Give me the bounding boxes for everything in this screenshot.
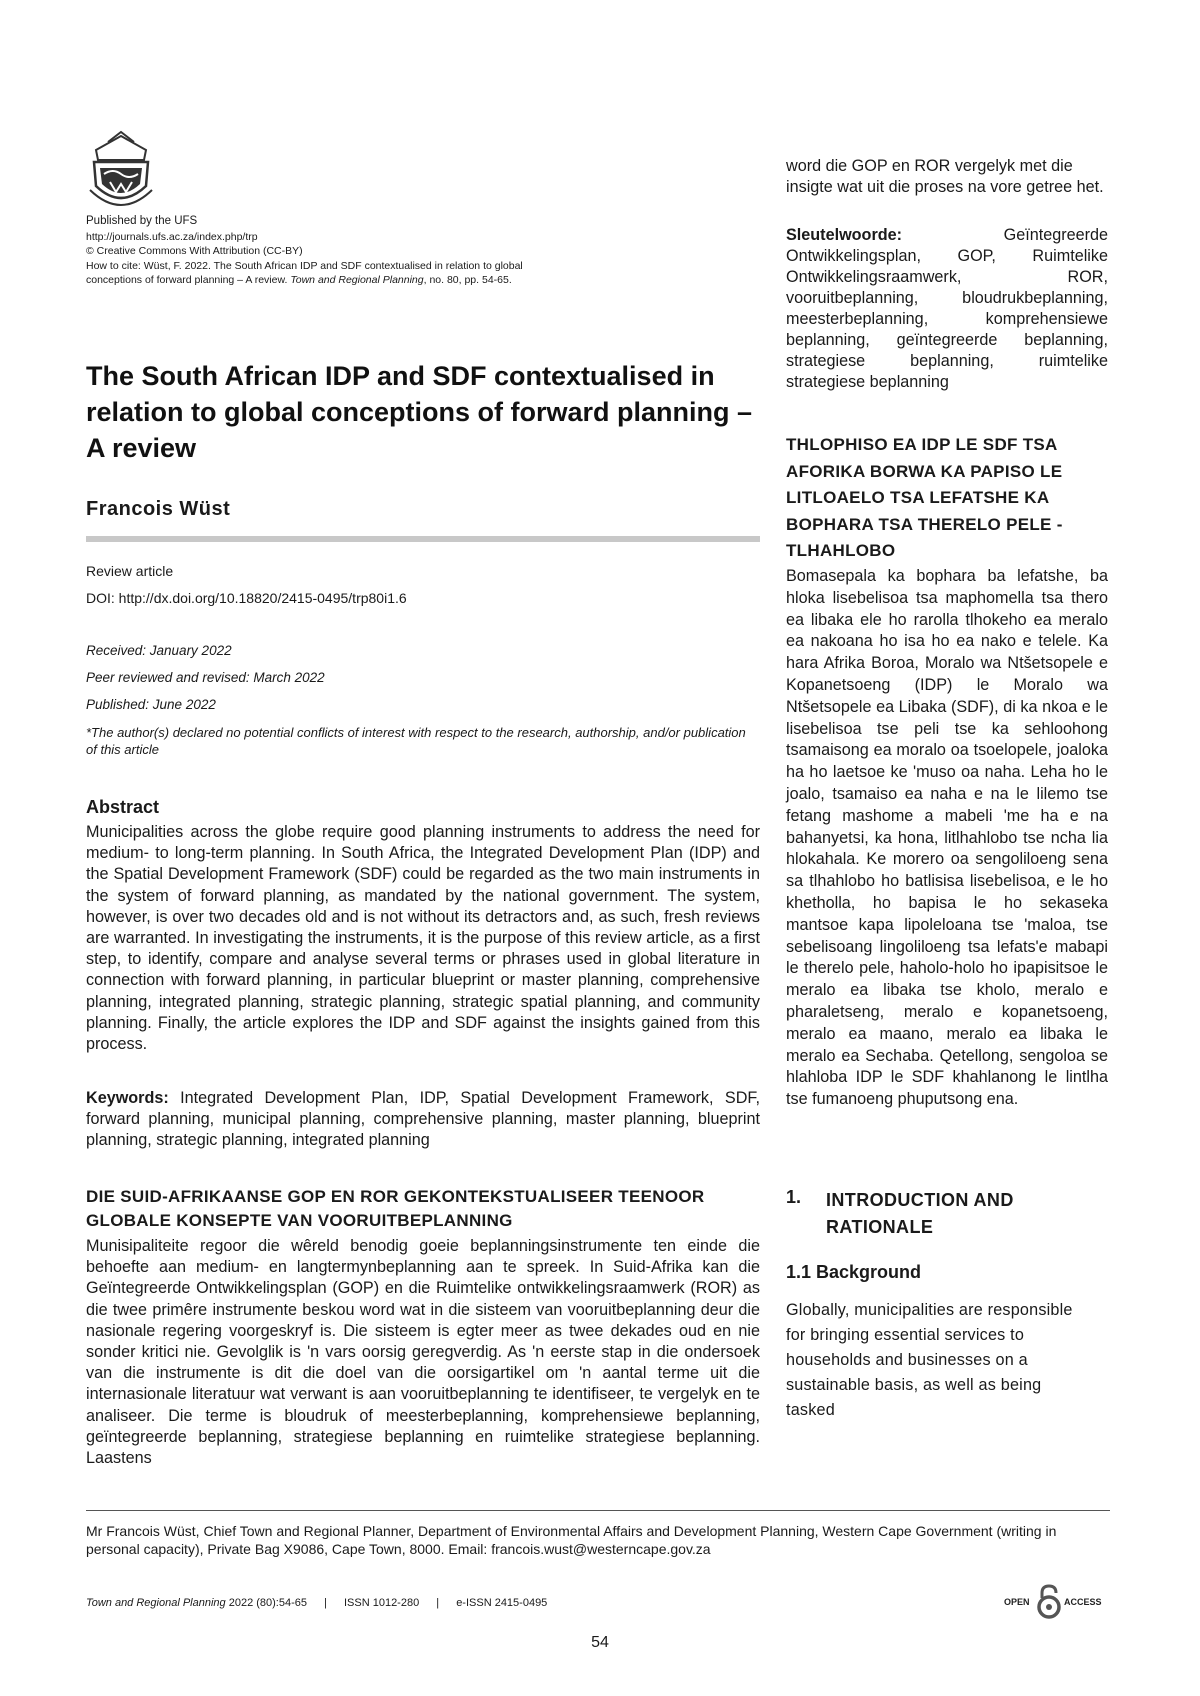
author-affiliation: Mr Francois Wüst, Chief Town and Regional Planner, Department of Environmental Affairs and Development Planning, Western Cape Government (writing in personal capacity), Private Bag X9086, Cape Town, 8000. Email: francois.wust@westerncape.gov.za: [86, 1523, 1057, 1557]
citation-suffix: , no. 80, pp. 54-65.: [423, 274, 512, 286]
afrikaans-abstract: Munisipaliteite regoor die wêreld benodig goeie beplanningsinstrumente ten einde die behoefte aan medium- en langtermynbeplanning aan te spreek. In Suid-Afrika kan die Geïntegreerde Ontwikkelingsplan (GOP) en die Ruimtelike ontwikkelingsraamwerk (ROR) as die twee primêre instrumente beskou word wat in die sisteem van vooruitbeplanning deur die nasionale regering voorgeskryf is. Die sisteem is egter meer as twee dekades oud en nie sonder kritici nie. Gevolglik is 'n vars oorsig geregverdig. As 'n eerste stap in die ondersoek van die instrumente is dit die doel van die oorsigartikel om 'n aantal terme uit die internasionale literatuur wat verwant is aan vooruitbeplanning te identifiseer, te vergelyk en te analiseer. Die terme is bloudruk of meesterbeplanning, komprehensiewe beplanning, geïntegreerde beplanning, strategiese beplanning en ruimtelike strategiese beplanning. Laastens: [86, 1237, 760, 1468]
separator: |: [436, 1597, 440, 1609]
university-crest-logo: [86, 130, 156, 212]
section-heading: INTRODUCTION AND RATIONALE: [826, 1190, 1014, 1237]
abstract-heading: Abstract: [86, 797, 160, 817]
author-name: Francois Wüst: [86, 498, 231, 520]
journal-url[interactable]: http://journals.ufs.ac.za/index.php/trp: [86, 230, 258, 243]
open-label: OPEN: [1004, 1597, 1030, 1607]
journal-name: Town and Regional Planning: [86, 1597, 226, 1609]
keywords-list: Integrated Development Plan, IDP, Spatial Development Framework, SDF, forward planning, municipal planning, comprehensive planning, master planning, blueprint planning, strategic planning, integrated planning: [86, 1089, 760, 1150]
journal-footer: [86, 1597, 547, 1609]
article-title: The South African IDP and SDF contextualised in relation to global conceptions of forward planning – A review: [86, 361, 753, 463]
background-text: Globally, municipalities are responsible for bringing essential services to households and businesses on a sustainable basis, as well as being tasked: [786, 1301, 1073, 1419]
afrikaans-keywords-list: Geïntegreerde Ontwikkelingsplan, GOP, Ruimtelike Ontwikkelingsraamwerk, ROR, vooruitbeplanning, bloudrukbeplanning, meesterbeplanning, komprehensiewe beplanning, geïntegreerde beplanning, strategiese beplanning, ruimtelike strategiese beplanning: [786, 226, 1108, 391]
afrikaans-keywords: [786, 225, 1108, 393]
issn: ISSN 1012-280: [343, 1597, 420, 1609]
journal-issue: 2022 (80):54-65: [225, 1597, 307, 1609]
published-date: Published: June 2022: [86, 697, 216, 712]
subsection-heading: 1.1 Background: [786, 1262, 922, 1282]
separator: |: [324, 1597, 327, 1609]
publication-info: [86, 214, 566, 288]
access-label: ACCESS: [1064, 1597, 1102, 1607]
section-number: 1.: [786, 1187, 802, 1207]
license: © Creative Commons With Attribution (CC-BY): [86, 245, 303, 257]
footer-divider: [86, 1510, 1110, 1511]
peer-reviewed-date: Peer reviewed and revised: March 2022: [86, 670, 325, 685]
keywords-label: Keywords:: [86, 1089, 169, 1107]
doi-link[interactable]: DOI: http://dx.doi.org/10.18820/2415-0495/trp80i1.6: [86, 590, 407, 606]
page-number: 54: [591, 1634, 609, 1651]
article-type: Review article: [86, 563, 174, 579]
afrikaans-keywords-label: Sleutelwoorde:: [786, 226, 903, 244]
publisher: Published by the UFS: [86, 215, 198, 227]
afrikaans-heading: DIE SUID-AFRIKAANSE GOP EN ROR GEKONTEKSTUALISEER TEENOOR GLOBALE KONSEPTE VAN VOORUITBEPLANNING: [86, 1187, 705, 1230]
eissn: e-ISSN 2415-0495: [456, 1597, 548, 1609]
keywords: [86, 1088, 760, 1152]
sesotho-heading: THLOPHISO EA IDP LE SDF TSA AFORIKA BORWA KA PAPISO LE LITLOAELO TSA LEFATSHE KA BOPHARA TSA THERELO PELE - TLHAHLOBO: [786, 435, 1063, 560]
citation: [86, 259, 566, 288]
conflict-statement: *The author(s) declared no potential conflicts of interest with respect to the research, authorship, and/or publication of this article: [86, 725, 746, 757]
afrikaans-abstract-continued: word die GOP en ROR vergelyk met die insigte wat uit die proses na vore getree het.: [786, 157, 1104, 196]
citation-journal: Town and Regional Planning: [290, 274, 424, 286]
citation-prefix: How to cite: Wüst, F. 2022. The South African IDP and SDF contextualised in relation to global conceptions of forward planning – A review.: [86, 259, 523, 286]
received-date: Received: January 2022: [86, 643, 232, 658]
title-divider: [86, 536, 760, 542]
abstract-text: Municipalities across the globe require good planning instruments to address the need for medium- to long-term planning. In South Africa, the Integrated Development Plan (IDP) and the Spatial Development Framework (SDF) could be regarded as the two main instruments in the system of forward planning, as mandated by the national government. The system, however, is over two decades old and is not without its detractors and, as such, fresh reviews are warranted. In investigating the instruments, it is the purpose of this review article, as a first step, to identify, compare and analyse several terms or phrases used in global literature in connection with forward planning, in particular blueprint or master planning, comprehensive planning, integrated planning, strategic planning, strategic spatial planning, and community planning. Finally, the article explores the IDP and SDF against the insights gained from this process.: [86, 823, 760, 1054]
open-access-logo: [1004, 1584, 1110, 1620]
sesotho-abstract: Bomasepala ka bophara ba lefatshe, ba hloka lisebelisoa tsa maphomella tsa thero ea libaka ele ho rarolla tlhokeho ea meralo ea nakoana ho isa ho ea nako e telele. Ka hara Afrika Boroa, Moralo wa Ntšetsopele e Kopanetsoeng (IDP) le Moralo wa Ntšetsopele ea Libaka (SDF), di ka nkoa e le lisebelisoa tse peli tse ka sehloohong tsamaisong ea moralo oa tsoelopele, joaloka ha ho laetsoe ke 'muso oa naha. Leha ho le joalo, tsamaiso ea naha e na le lilemo tse fetang mashome a mabeli 'me ha e na bahanyetsi, ka hona, litlhahlobo tse ncha lia hlokahala. Ke morero oa sengoliloeng sena sa tlhahlobo ho batlisisa lisebelisoa, e le ho khetholla, ho bapisa le ho sekaseka mantsoe kapa lipoleloana tse 'maloa, tse sebelisoang lingoliloeng tsa lefats'e mabapi le therelo pele, haholo-holo ho ipapisitsoe le meralo ea libaka tse kholo, meralo e pharaletseng, meralo e kopanetsoeng, meralo ea maano, meralo ea libaka le meralo ea Sechaba. Qetellong, sengoloa se hlahloba IDP le SDF khahlanong le lintlha tse fumanoeng phuputsong ena.: [786, 567, 1108, 1109]
